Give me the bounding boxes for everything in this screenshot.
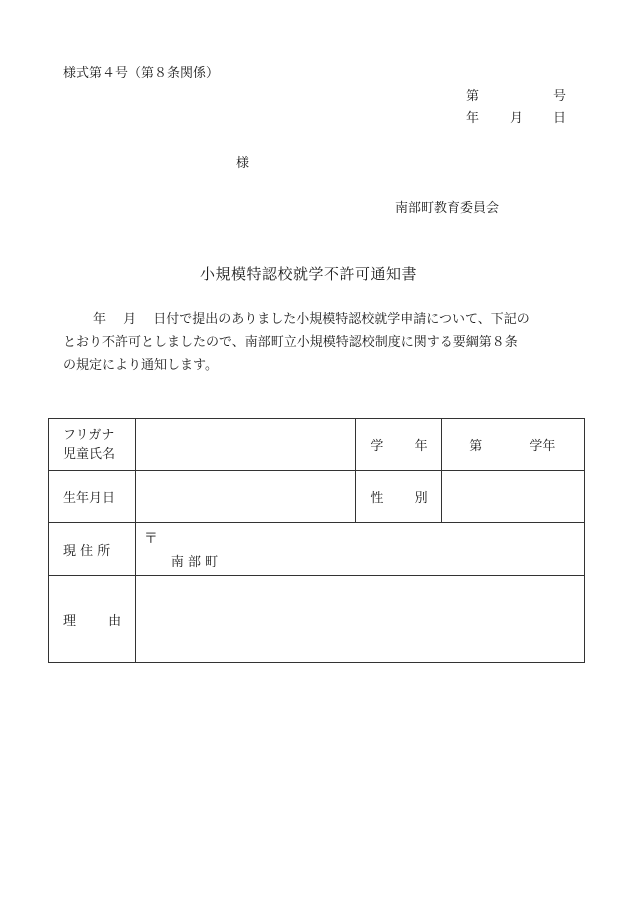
- birth-date-label: 生年月日: [63, 491, 116, 506]
- birth-label-cell: [49, 471, 136, 523]
- child-name-field[interactable]: [135, 419, 356, 471]
- address-label-cell: [49, 523, 136, 576]
- date-year: 年: [466, 111, 480, 126]
- body-line-2: とおり不許可としましたので、南部町立小規模特認校制度に関する要綱第８条: [63, 335, 518, 350]
- grade-field[interactable]: [442, 419, 585, 471]
- form-number: 様式第４号（第８条関係）: [63, 66, 220, 81]
- gender-label-2: 別: [414, 491, 428, 506]
- gender-label-1: 性: [370, 491, 384, 506]
- child-name-label: 児童氏名: [63, 446, 116, 462]
- gender-field[interactable]: [442, 471, 585, 523]
- document-number-suffix: 号: [553, 89, 567, 104]
- grade-suffix: 学年: [529, 439, 556, 454]
- grade-label-cell: [356, 419, 442, 471]
- reason-label-2: 由: [108, 613, 122, 629]
- reason-label-cell: [49, 576, 136, 663]
- date-month: 月: [510, 111, 524, 126]
- grade-label-2: 年: [414, 439, 428, 454]
- address-label: 現 住 所: [63, 543, 111, 559]
- postal-mark: 〒: [143, 531, 158, 547]
- reason-field[interactable]: [135, 576, 584, 663]
- name-label-cell: [49, 419, 136, 471]
- grade-prefix: 第: [469, 439, 483, 454]
- applicant-table: [48, 418, 585, 663]
- addressee-honorific: 様: [236, 156, 250, 171]
- gender-label-cell: [356, 471, 442, 523]
- reason-label-1: 理: [63, 613, 77, 629]
- furigana-label: フリガナ: [63, 427, 115, 443]
- body-line-1: 年 月 日付で提出のありました小規模特認校就学申請について、下記の: [93, 312, 530, 327]
- birth-date-field[interactable]: [135, 471, 356, 523]
- address-field[interactable]: [135, 523, 584, 576]
- document-title: 小規模特認校就学不許可通知書: [200, 265, 418, 283]
- sender-name: 南部町教育委員会: [395, 201, 500, 216]
- town-name: 南 部 町: [170, 555, 219, 570]
- body-line-3: の規定により通知します。: [63, 358, 218, 373]
- date-day: 日: [553, 111, 567, 126]
- grade-label-1: 学: [370, 439, 384, 454]
- document-number-prefix: 第: [466, 89, 480, 104]
- notice-body: [63, 308, 578, 377]
